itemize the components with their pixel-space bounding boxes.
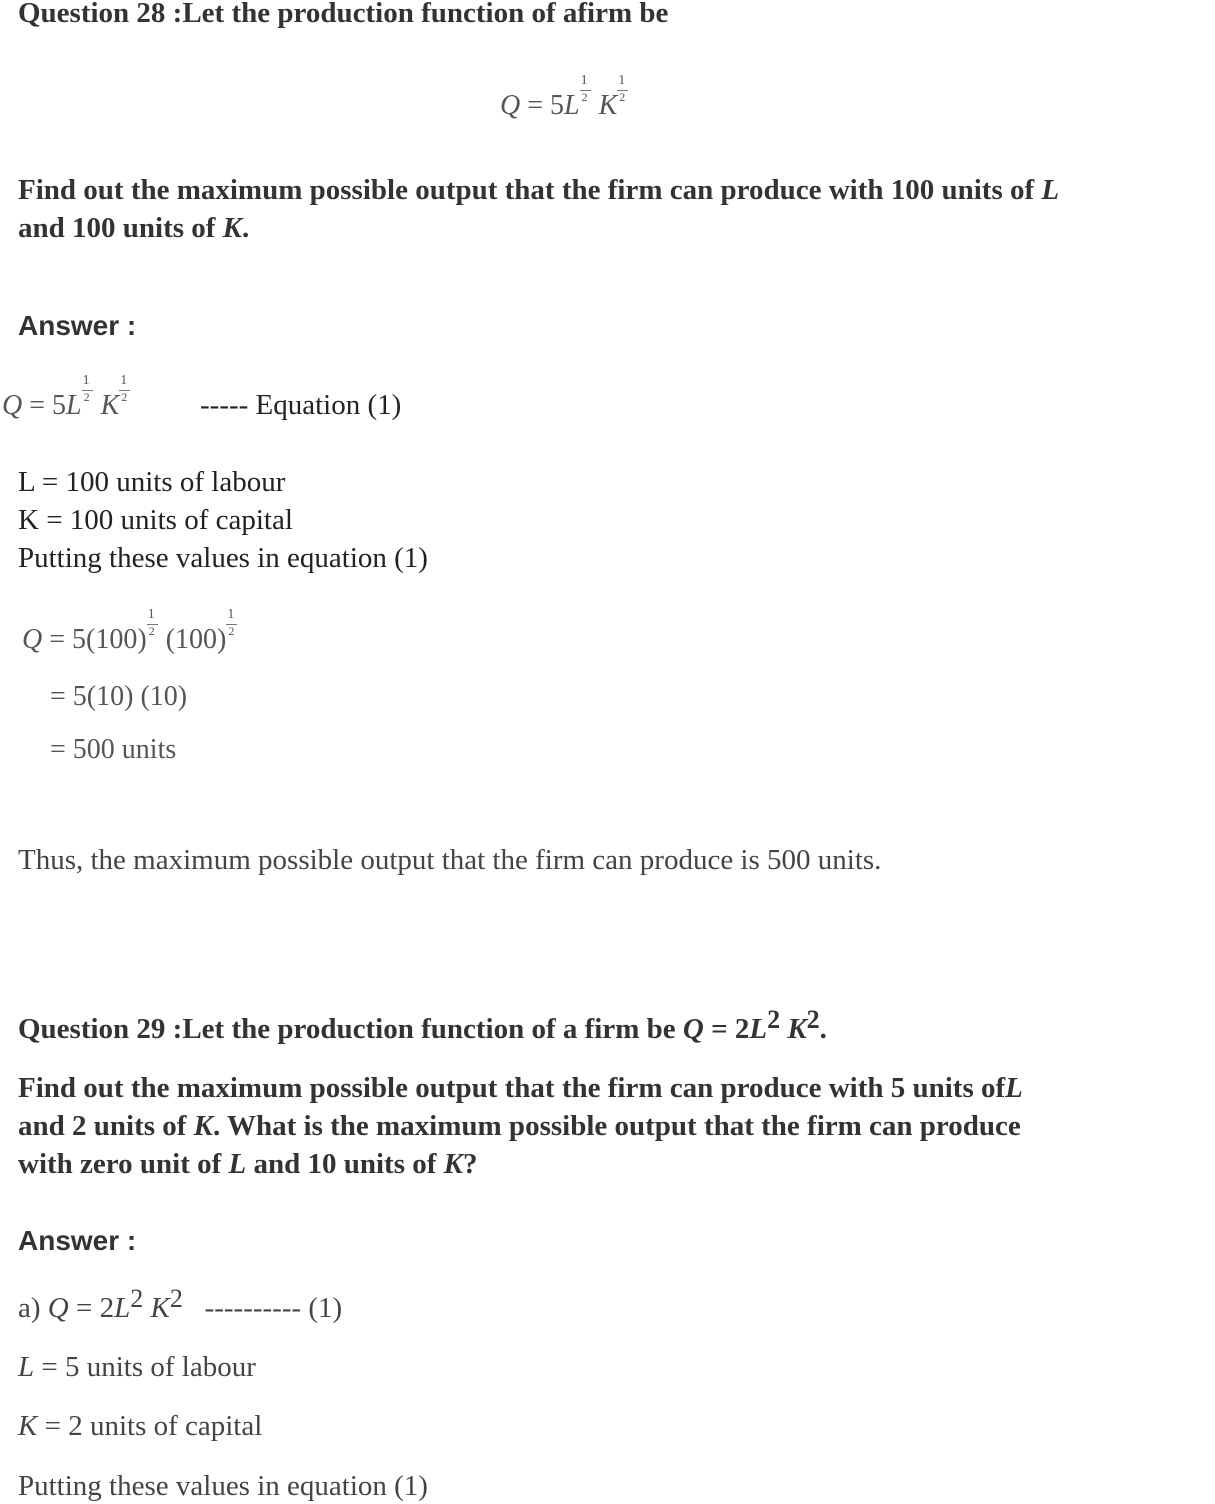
- given-capital-29: K = 2 units of capital: [18, 1410, 263, 1442]
- calc-line-2: = 5(10) (10): [50, 681, 188, 712]
- equation-label: ----- Equation (1): [200, 389, 402, 421]
- question-29-text-line1: Find out the maximum possible output that the firm can produce with 5 units ofL: [18, 1072, 1023, 1104]
- given-capital: K = 100 units of capital: [18, 504, 293, 536]
- substitution-text-29: Putting these values in equation (1): [18, 1470, 428, 1502]
- var-q: Q: [500, 90, 521, 121]
- substitution-text: Putting these values in equation (1): [18, 542, 428, 574]
- question-29-title: Question 29 :Let the production function of a firm be $Q = 2L^2$ $K^2$.: [18, 1005, 827, 1045]
- calc-line-3: = 500 units: [50, 734, 177, 765]
- question-28-title: Question 28 :Let the production function of afirm be: [18, 0, 669, 29]
- equation-1: Q = 5L $\frac{1}{2}$ K $\frac{1}{2}$: [2, 388, 131, 424]
- production-function-equation: [500, 73, 629, 124]
- given-labour-29: L = 5 units of labour: [18, 1351, 256, 1383]
- exponent-half: $\frac{1}{2}$: [580, 104, 592, 114]
- exponent-half: $\frac{1}{2}$: [617, 104, 629, 114]
- part-a-equation: a) $Q = 2L^2$ $K^2$ ---------- (1): [18, 1284, 343, 1324]
- question-28-text-line1: Find out the maximum possible output that the firm can produce with 100 units of L: [18, 174, 1060, 206]
- eq-coef: = 5: [527, 90, 565, 121]
- answer-heading-29: Answer :: [18, 1225, 137, 1256]
- question-29-text-line2: and 2 units of K. What is the maximum possible output that the firm can produce: [18, 1110, 1021, 1142]
- calc-line-1: Q = 5(100) $\frac{1}{2}$ (100) $\frac{1}{2}$: [22, 622, 238, 658]
- question-28-text-line2: and 100 units of K.: [18, 212, 250, 244]
- var-l: L: [564, 90, 580, 121]
- conclusion-text: Thus, the maximum possible output that the firm can produce is 500 units.: [18, 844, 882, 876]
- var-k: K: [598, 90, 618, 121]
- question-29-text-line3: with zero unit of L and 10 units of K?: [18, 1148, 478, 1180]
- answer-heading: Answer :: [18, 310, 137, 341]
- given-labour: L = 100 units of labour: [18, 466, 286, 498]
